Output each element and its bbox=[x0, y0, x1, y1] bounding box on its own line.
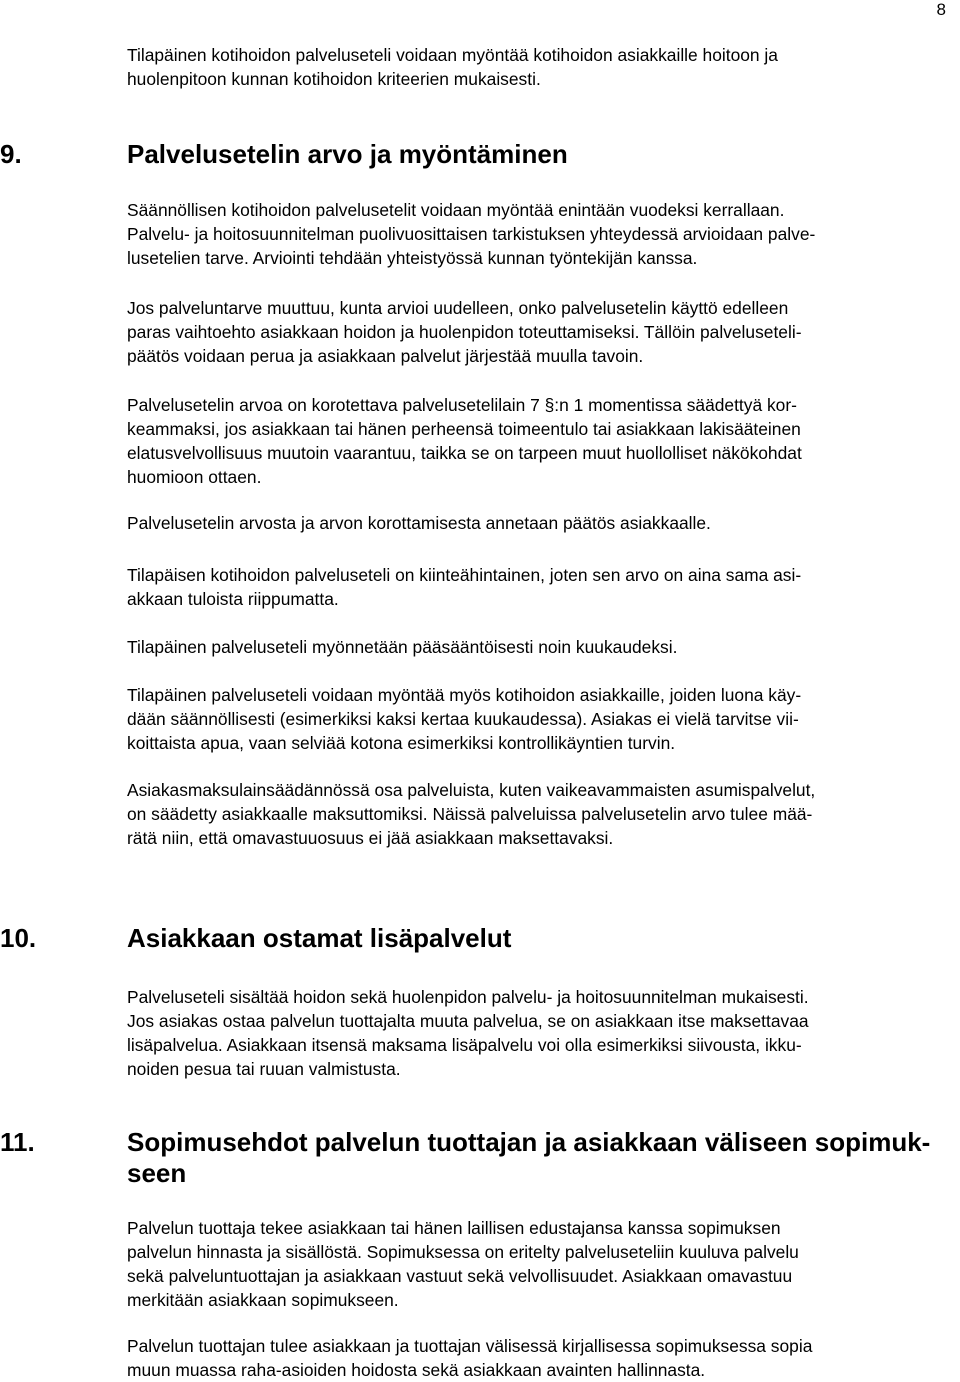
section-title: Palvelusetelin arvo ja myöntäminen bbox=[127, 139, 568, 169]
text-line: päätös voidaan perua ja asiakkaan palvelut järjestää muulla tavoin. bbox=[127, 346, 644, 366]
text-line: huomioon ottaen. bbox=[127, 467, 262, 487]
text-line: Palvelun tuottaja tekee asiakkaan tai hänen laillisen edustajansa kanssa sopimuksen bbox=[127, 1218, 781, 1238]
text-line: koittaista apua, vaan selviää kotona esimerkiksi kontrollikäyntien turvin. bbox=[127, 733, 676, 753]
text-line: keammaksi, jos asiakkaan tai hänen perheensä toimeentulo tai asiakkaan lakisääteinen bbox=[127, 419, 801, 439]
section-number: 11. bbox=[0, 1127, 35, 1157]
text-line: dään säännöllisesti (esimerkiksi kaksi kertaa kuukaudessa). Asiakas ei vielä tarvitse vii- bbox=[127, 709, 799, 729]
text-line: lusetelien tarve. Arviointi tehdään yhteistyössä kunnan työntekijän kanssa. bbox=[127, 248, 698, 268]
s9-paragraph-2 bbox=[127, 296, 947, 368]
s9-paragraph-8 bbox=[127, 778, 947, 850]
text-line: merkitään asiakkaan sopimukseen. bbox=[127, 1290, 399, 1310]
text-line: rätä niin, että omavastuuosuus ei jää asiakkaan maksettavaksi. bbox=[127, 828, 614, 848]
text-line: huolenpitoon kunnan kotihoidon kriteerien mukaisesti. bbox=[127, 69, 541, 89]
text-line: elatusvelvollisuus muutoin vaarantuu, taikka se on tarpeen muut huollolliset näkökohdat bbox=[127, 443, 802, 463]
text-line: palvelun hinnasta ja sisällöstä. Sopimuksessa on eritelty palveluseteliin kuuluva palvelu bbox=[127, 1242, 799, 1262]
text-line: on säädetty asiakkaalle maksuttomiksi. Näissä palveluissa palvelusetelin arvo tulee mää- bbox=[127, 804, 813, 824]
text-line: paras vaihtoehto asiakkaan hoidon ja huolenpidon toteuttamiseksi. Tällöin palveluseteli- bbox=[127, 322, 802, 342]
text-line: Asiakasmaksulainsäädännössä osa palveluista, kuten vaikeavammaisten asumispalvelut, bbox=[127, 780, 816, 800]
s9-paragraph-1 bbox=[127, 198, 947, 270]
intro-paragraph bbox=[127, 43, 947, 91]
s9-paragraph-3 bbox=[127, 393, 947, 489]
text-line: Tilapäisen kotihoidon palveluseteli on kiinteähintainen, joten sen arvo on aina sama asi- bbox=[127, 565, 802, 585]
text-line: Jos palveluntarve muuttuu, kunta arvioi uudelleen, onko palvelusetelin käyttö edelleen bbox=[127, 298, 789, 318]
text-line: Palvelusetelin arvoa on korotettava palvelusetelilain 7 §:n 1 momentissa säädettyä kor- bbox=[127, 395, 797, 415]
s9-paragraph-5 bbox=[127, 563, 947, 611]
text-line: Säännöllisen kotihoidon palvelusetelit voidaan myöntää enintään vuodeksi kerrallaan. bbox=[127, 200, 785, 220]
text-line: Palvelun tuottajan tulee asiakkaan ja tuottajan välisessä kirjallisessa sopimuksessa sopia bbox=[127, 1336, 813, 1356]
page-number: 8 bbox=[936, 0, 946, 19]
text-line: Tilapäinen palveluseteli voidaan myöntää myös kotihoidon asiakkaille, joiden luona käy- bbox=[127, 685, 802, 705]
text-line: sekä palveluntuottajan ja asiakkaan vastuut sekä velvollisuudet. Asiakkaan omavastuu bbox=[127, 1266, 793, 1286]
text-line: lisäpalvelua. Asiakkaan itsensä maksama lisäpalvelu voi olla esimerkiksi siivousta, ikku- bbox=[127, 1035, 802, 1055]
s9-paragraph-6 bbox=[127, 635, 947, 659]
section-title bbox=[127, 1127, 957, 1189]
section-number: 10. bbox=[0, 923, 37, 953]
s10-paragraph-1 bbox=[127, 985, 947, 1081]
text-line: noiden pesua tai ruuan valmistusta. bbox=[127, 1059, 401, 1079]
s9-paragraph-4 bbox=[127, 511, 947, 535]
s9-paragraph-7 bbox=[127, 683, 947, 755]
section-title-line: Sopimusehdot palvelun tuottajan ja asiakkaan väliseen sopimuk- bbox=[127, 1127, 931, 1157]
text-line: muun muassa raha-asioiden hoidosta sekä asiakkaan avainten hallinnasta. bbox=[127, 1360, 706, 1380]
section-title-line: seen bbox=[127, 1158, 187, 1188]
s11-paragraph-1 bbox=[127, 1216, 947, 1312]
text-line: Tilapäinen palveluseteli myönnetään pääsääntöisesti noin kuukaudeksi. bbox=[127, 637, 678, 657]
text-line: akkaan tuloista riippumatta. bbox=[127, 589, 339, 609]
text-line: Palveluseteli sisältää hoidon sekä huolenpidon palvelu- ja hoitosuunnitelman mukaisesti. bbox=[127, 987, 809, 1007]
section-number: 9. bbox=[0, 139, 22, 169]
section-title: Asiakkaan ostamat lisäpalvelut bbox=[127, 923, 512, 953]
s11-paragraph-2 bbox=[127, 1334, 947, 1382]
text-line: Tilapäinen kotihoidon palveluseteli voidaan myöntää kotihoidon asiakkaille hoitoon ja bbox=[127, 45, 778, 65]
text-line: Palvelusetelin arvosta ja arvon korottamisesta annetaan päätös asiakkaalle. bbox=[127, 513, 711, 533]
text-line: Palvelu- ja hoitosuunnitelman puolivuosittaisen tarkistuksen yhteydessä arvioidaan palve- bbox=[127, 224, 816, 244]
text-line: Jos asiakas ostaa palvelun tuottajalta muuta palvelua, se on asiakkaan itse maksettavaa bbox=[127, 1011, 809, 1031]
